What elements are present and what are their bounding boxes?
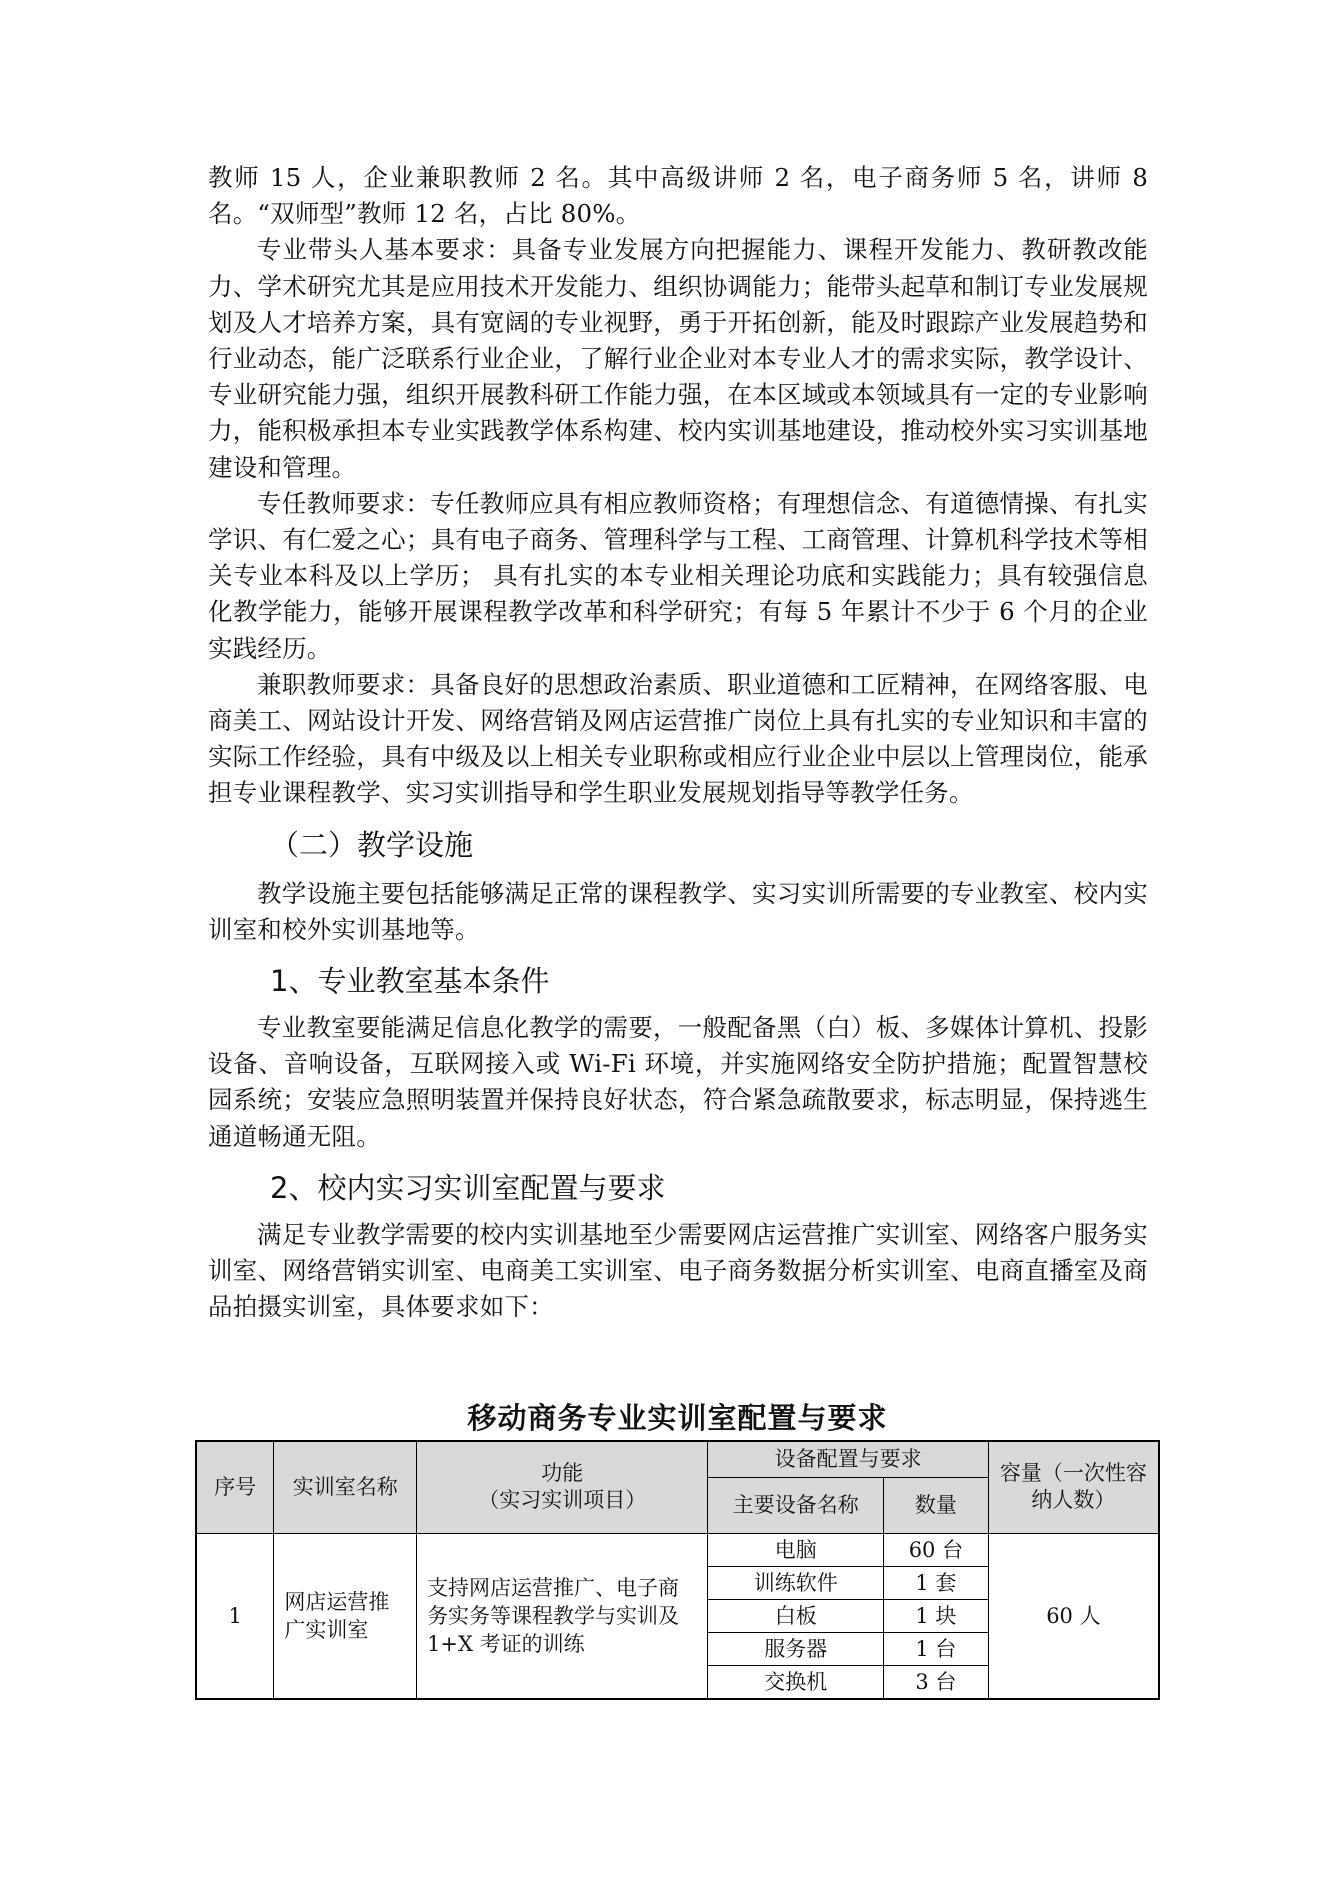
paragraph-fulltime-teacher-requirements: 专任教师要求：专任教师应具有相应教师资格；有理想信念、有道德情操、有扎实学识、有仁爱之心；具有电子商务、管理科学与工程、工商管理、计算机科学技术等相关专业本科及以上学历； 具有扎实的本专业相关理论功底和实践能力；具有较强信息化教学能力，能够开展课程教学改革和科学研究；有每 5 年累计不少于 6 个月的企业实践经历。: [208, 488, 1148, 663]
header-function-line1: 功能: [541, 1461, 584, 1486]
header-room-name: 实训室名称: [274, 1441, 417, 1533]
header-function-line2: （实习实训项目）: [478, 1488, 647, 1513]
cell-equipment-name: 服务器: [708, 1632, 884, 1665]
header-capacity: 容量（一次性容纳人数）: [988, 1441, 1159, 1533]
paragraph-training-room-config: 满足专业教学需要的校内实训基地至少需要网店运营推广实训室、网络客户服务实训室、网络营销实训室、电商美工实训室、电子商务数据分析实训室、电商直播室及商品拍摄实训室，具体要求如下：: [208, 1219, 1148, 1322]
paragraph-leader-requirements: 专业带头人基本要求：具备专业发展方向把握能力、课程开发能力、教研教改能力、学术研究尤其是应用技术开发能力、组织协调能力；能带头起草和制订专业发展规划及人才培养方案，具有宽阔的专业视野，勇于开拓创新，能及时跟踪产业发展趋势和行业动态，能广泛联系行业企业，了解行业企业对本专业人才的需求实际，教学设计、专业研究能力强，组织开展教科研工作能力强，在本区域或本领域具有一定的专业影响力，能积极承担本专业实践教学体系构建、校内实训基地建设，推动校外实习实训基地建设和管理。: [208, 235, 1148, 482]
paragraph-parttime-teacher-requirements: 兼职教师要求：具备良好的思想政治素质、职业道德和工匠精神，在网络客服、电商美工、网站设计开发、网络营销及网店运营推广岗位上具有扎实的专业知识和丰富的实际工作经验，具有中级及以上相关专业职称或相应行业企业中层以上管理岗位，能承担专业课程教学、实习实训指导和学生职业发展规划指导等教学任务。: [208, 669, 1148, 808]
cell-equipment-name: 白板: [708, 1599, 884, 1632]
training-room-table: [195, 1440, 1160, 1700]
cell-seq: 1: [196, 1533, 274, 1699]
document-body: [208, 160, 1148, 1325]
header-function: [417, 1441, 708, 1533]
table-title: 移动商务专业实训室配置与要求: [467, 1401, 888, 1435]
paragraph-teacher-count: 教师 15 人，企业兼职教师 2 名。其中高级讲师 2 名，电子商务师 5 名，讲师 8 名。“双师型”教师 12 名，占比 80%。: [208, 163, 1148, 229]
section-heading-teaching-facilities: （二）教学设施: [270, 827, 474, 862]
subheading-training-room-config: 2、校内实习实训室配置与要求: [270, 1170, 666, 1205]
cell-equipment-quantity: 1 台: [884, 1632, 989, 1665]
cell-equipment-quantity: 1 套: [884, 1566, 989, 1599]
cell-room-name: 网店运营推广实训室: [274, 1533, 417, 1699]
cell-equipment-name: 交换机: [708, 1665, 884, 1699]
paragraph-classroom-conditions: 专业教室要能满足信息化教学的需要，一般配备黑（白）板、多媒体计算机、投影设备、音响设备，互联网接入或 Wi-Fi 环境，并实施网络安全防护措施；配置智慧校园系统；安装应急照明装置并保持良好状态，符合紧急疏散要求，标志明显，保持逃生通道畅通无阻。: [208, 1013, 1148, 1151]
subheading-classroom-conditions: 1、专业教室基本条件: [270, 964, 550, 999]
header-seq: 序号: [196, 1441, 274, 1533]
header-equipment-name: 主要设备名称: [708, 1477, 884, 1533]
cell-equipment-quantity: 60 台: [884, 1533, 989, 1566]
cell-equipment-name: 训练软件: [708, 1566, 884, 1599]
header-quantity: 数量: [884, 1477, 989, 1533]
cell-equipment-quantity: 3 台: [884, 1665, 989, 1699]
cell-capacity: 60 人: [988, 1533, 1159, 1699]
header-equipment-group: 设备配置与要求: [708, 1441, 988, 1477]
cell-function: 支持网店运营推广、电子商务实务等课程教学与实训及 1+X 考证的训练: [417, 1533, 708, 1699]
cell-equipment-quantity: 1 块: [884, 1599, 989, 1632]
paragraph-facilities-intro: 教学设施主要包括能够满足正常的课程教学、实习实训所需要的专业教室、校内实训室和校外实训基地等。: [208, 878, 1148, 944]
cell-equipment-name: 电脑: [708, 1533, 884, 1566]
